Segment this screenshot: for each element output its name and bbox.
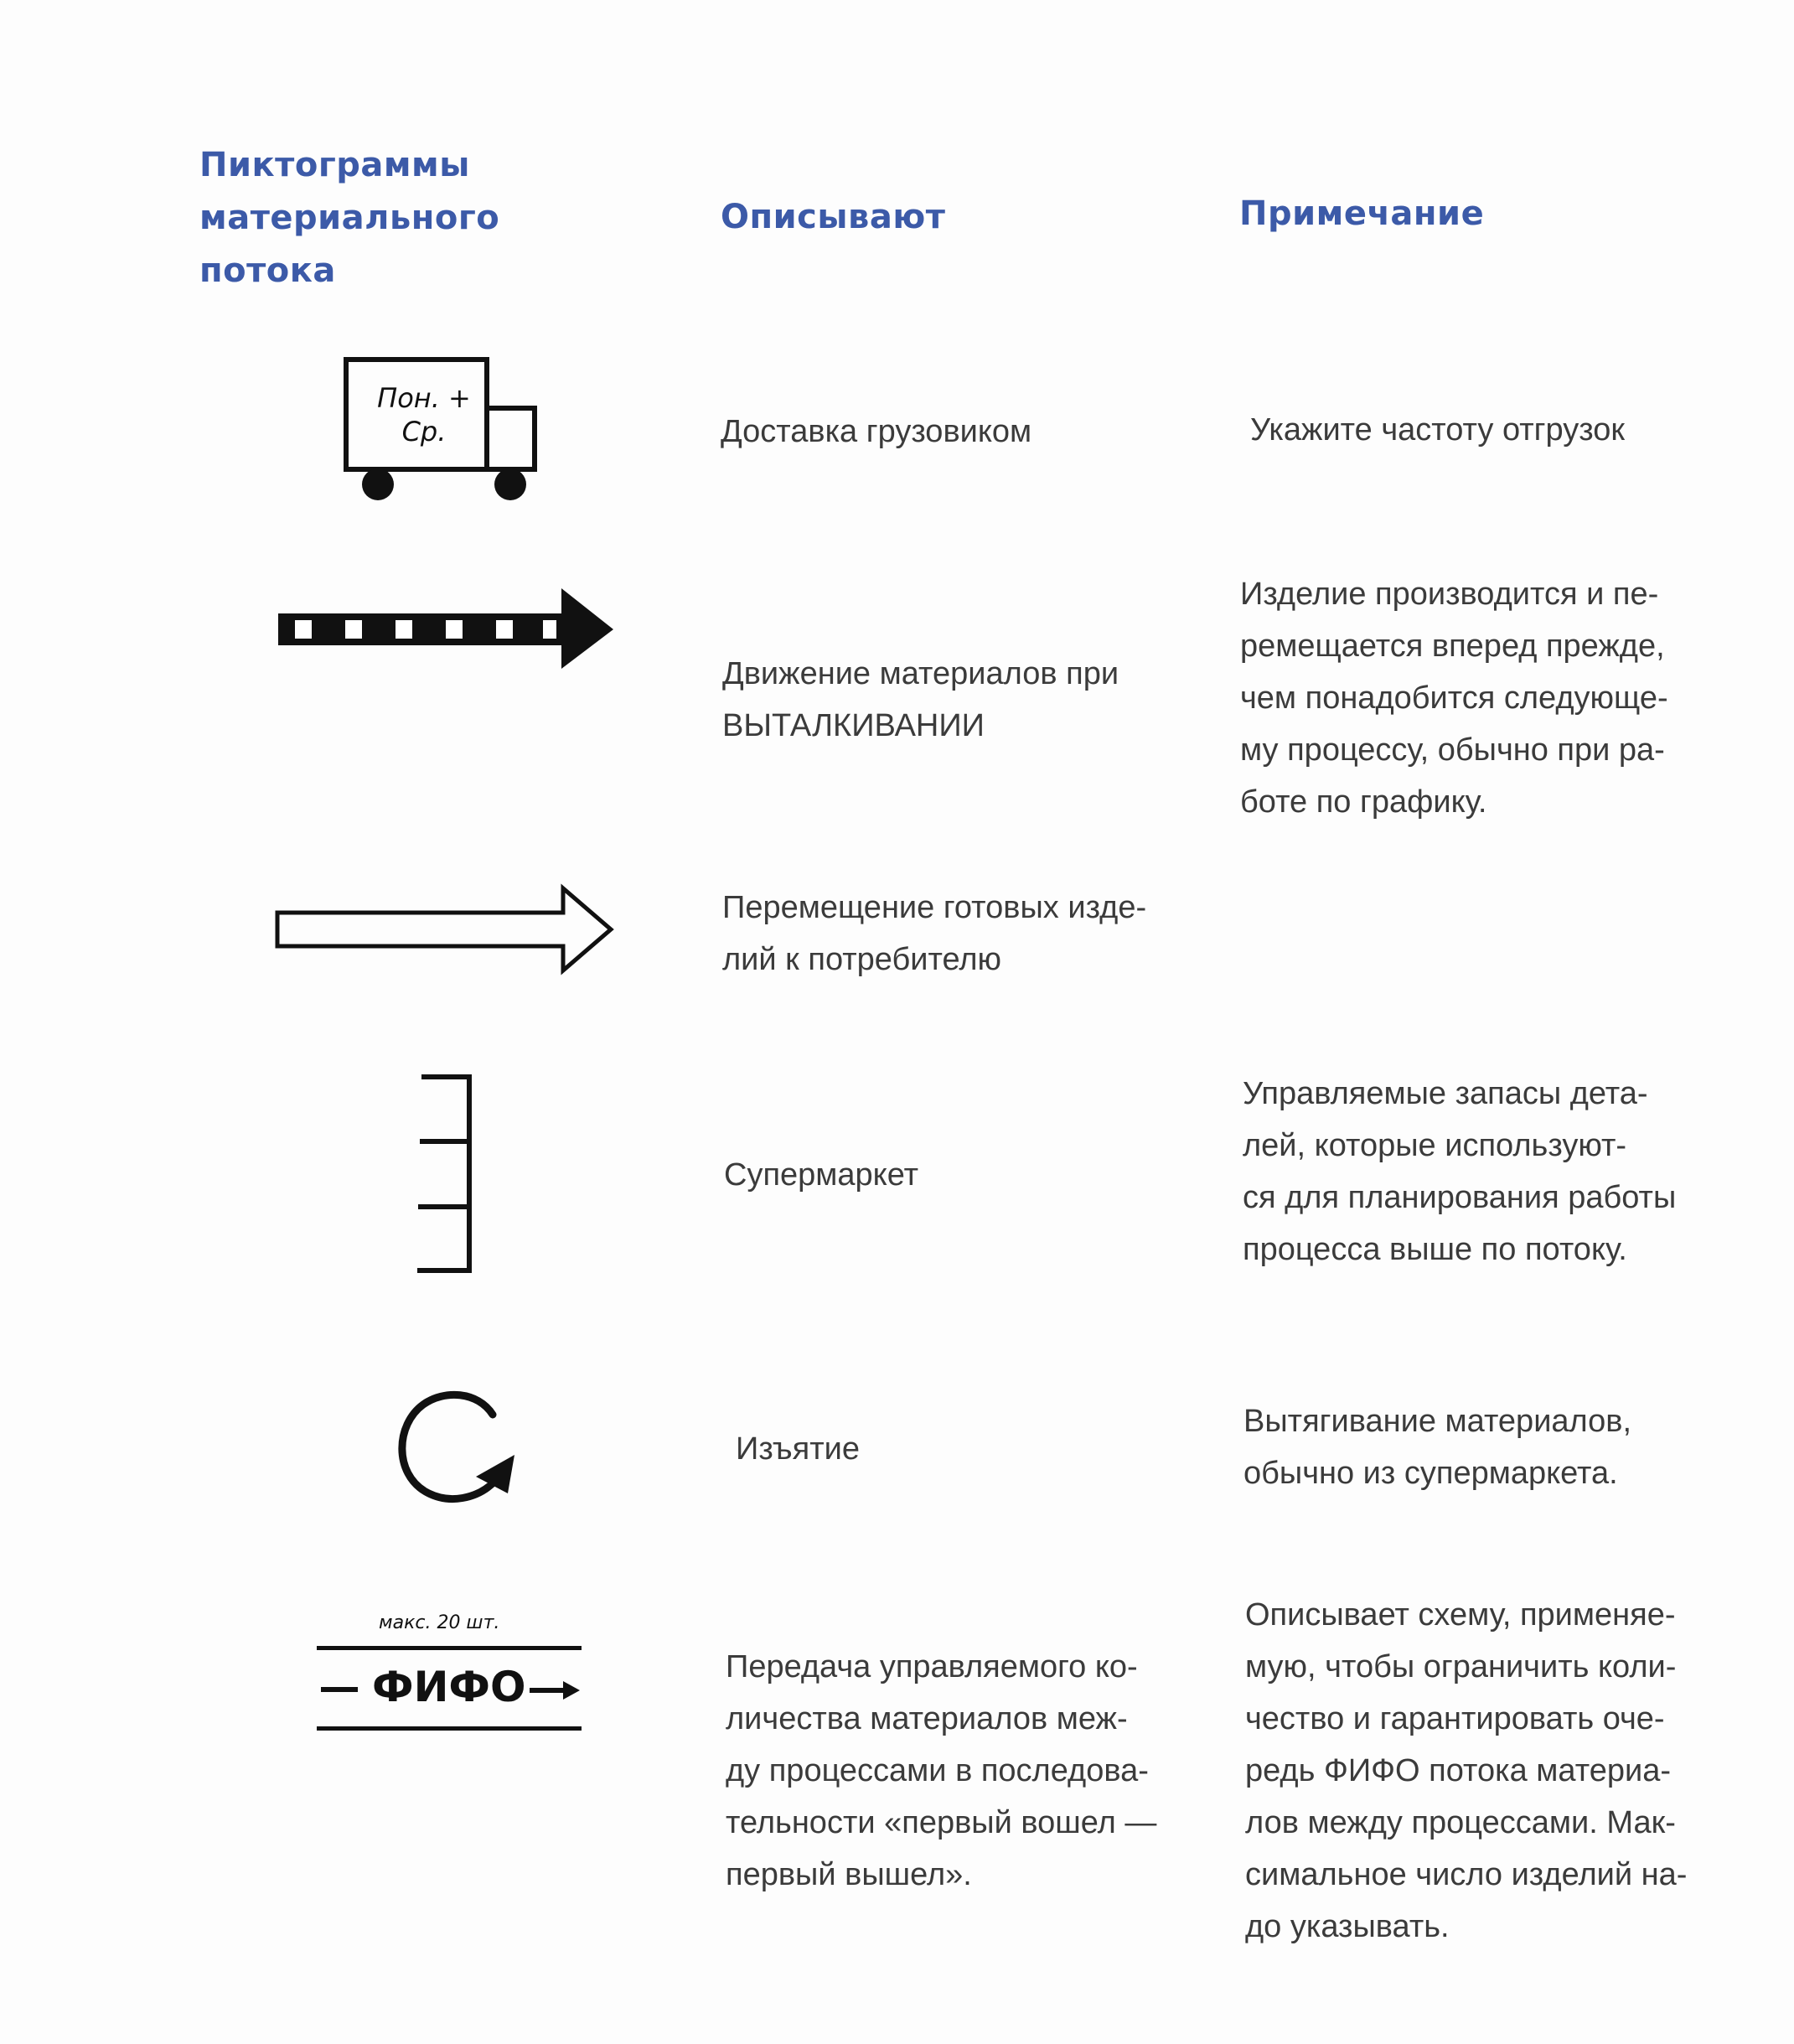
text-line: личества материалов меж- (726, 1701, 1128, 1736)
row-describes (726, 1641, 1156, 1901)
text-line: чество и гарантировать оче- (1245, 1701, 1665, 1736)
withdrawal-icon (385, 1389, 520, 1511)
truck-icon (339, 356, 545, 507)
shipment-arrow-icon (275, 886, 614, 977)
row-describes (724, 1149, 918, 1201)
text-line: мую, чтобы ограничить коли- (1245, 1649, 1677, 1684)
text-line: Управляемые запасы дета- (1243, 1076, 1648, 1111)
truck-label-line: Пон. + (377, 382, 471, 414)
fifo-max-label: макс. 20 шт. (379, 1612, 500, 1633)
text-line: обычно из супермаркета. (1243, 1456, 1618, 1491)
row-describes (722, 882, 1146, 986)
text-line: первый вышел». (726, 1857, 972, 1892)
text-line: ВЫТАЛКИВАНИИ (722, 708, 985, 743)
fifo-lane-icon (317, 1611, 583, 1736)
header-describes: Описывают (721, 198, 946, 236)
text-line: лов между процессами. Мак- (1245, 1805, 1676, 1840)
header-icons-line: потока (199, 251, 336, 290)
text-line: боте по графику. (1240, 784, 1487, 820)
header-icons (199, 139, 499, 298)
text-line: чем понадобится следующе- (1240, 680, 1668, 716)
text-line: Супермаркет (724, 1157, 919, 1193)
text-line: тельности «первый вошел — (726, 1805, 1157, 1840)
text-line: Укажите частоту отгрузок (1250, 412, 1625, 448)
header-icons-line: Пиктограммы (199, 146, 470, 184)
text-line: Движение материалов при (722, 656, 1119, 691)
truck-label-line: Ср. (401, 416, 447, 448)
supermarket-icon (415, 1073, 482, 1278)
row-notes (1240, 568, 1668, 828)
text-line: Передача управляемого ко- (726, 1649, 1138, 1684)
text-line: лей, которые используют- (1243, 1128, 1627, 1163)
text-line: лий к потребителю (722, 942, 1002, 977)
text-line: редь ФИФО потока материа- (1245, 1753, 1671, 1788)
header-icons-line: материального (199, 199, 500, 237)
row-notes (1245, 1589, 1687, 1953)
fifo-label: ФИФО (372, 1663, 526, 1711)
row-describes (721, 406, 1031, 458)
text-line: Доставка грузовиком (721, 414, 1032, 449)
text-line: Изделие производится и пе- (1240, 577, 1659, 612)
text-line: ремещается вперед прежде, (1240, 629, 1665, 664)
header-notes: Примечание (1239, 194, 1485, 233)
text-line: ся для планирования работы (1243, 1180, 1677, 1215)
row-describes (722, 648, 1119, 752)
text-line: му процессу, обычно при ра- (1240, 732, 1665, 768)
row-notes (1243, 1068, 1676, 1276)
text-line: до указывать. (1245, 1909, 1450, 1944)
text-line: Изъятие (736, 1431, 860, 1467)
row-notes (1250, 404, 1625, 456)
push-arrow-icon (277, 587, 616, 675)
row-describes (736, 1423, 860, 1475)
text-line: ду процессами в последова- (726, 1753, 1149, 1788)
text-line: процесса выше по потоку. (1243, 1232, 1627, 1267)
row-notes (1243, 1395, 1631, 1499)
text-line: Перемещение готовых изде- (722, 890, 1147, 925)
text-line: Вытягивание материалов, (1243, 1404, 1632, 1439)
text-line: симальное число изделий на- (1245, 1857, 1688, 1892)
text-line: Описывает схему, применяе- (1245, 1597, 1676, 1633)
